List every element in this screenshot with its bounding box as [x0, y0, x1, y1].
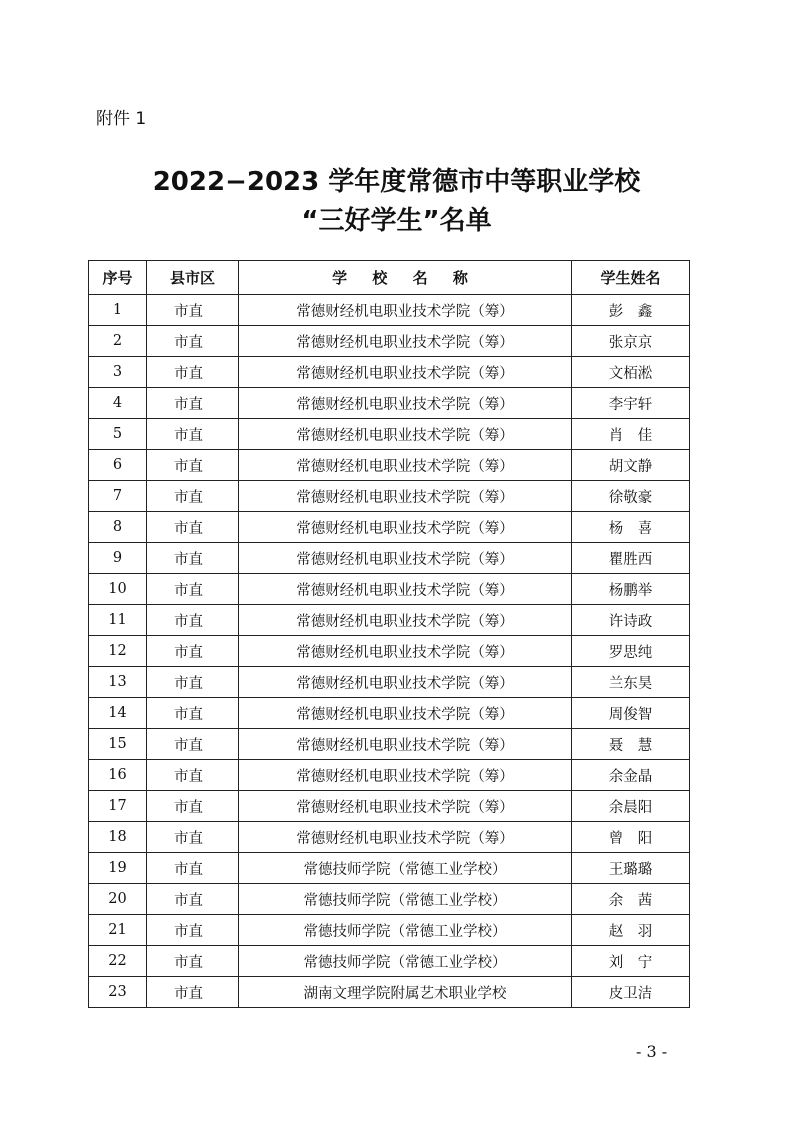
county-cell: 市直 — [147, 946, 239, 977]
serial-number-cell: 8 — [89, 512, 147, 543]
serial-number-cell: 20 — [89, 884, 147, 915]
table-row — [89, 450, 690, 481]
table-row — [89, 419, 690, 450]
county-cell: 市直 — [147, 388, 239, 419]
student-name-cell: 肖 佳 — [572, 419, 690, 450]
student-name-cell: 杨 喜 — [572, 512, 690, 543]
table-row — [89, 915, 690, 946]
school-name-cell: 常德财经机电职业技术学院（筹） — [239, 481, 572, 512]
table-row — [89, 822, 690, 853]
document-title-line2: “三好学生”名单 — [301, 206, 492, 236]
table-row — [89, 326, 690, 357]
table-row — [89, 574, 690, 605]
student-name-cell: 聂 慧 — [572, 729, 690, 760]
serial-number-cell: 15 — [89, 729, 147, 760]
student-name-cell: 王璐璐 — [572, 853, 690, 884]
school-name-cell: 常德财经机电职业技术学院（筹） — [239, 698, 572, 729]
serial-number-cell: 1 — [89, 295, 147, 326]
serial-number-cell: 2 — [89, 326, 147, 357]
table-row — [89, 636, 690, 667]
student-name-cell: 胡文静 — [572, 450, 690, 481]
county-cell: 市直 — [147, 698, 239, 729]
student-name-cell: 李宇轩 — [572, 388, 690, 419]
county-cell: 市直 — [147, 822, 239, 853]
serial-number-cell: 13 — [89, 667, 147, 698]
student-name-cell: 徐敬豪 — [572, 481, 690, 512]
county-cell: 市直 — [147, 605, 239, 636]
table-row — [89, 512, 690, 543]
county-cell: 市直 — [147, 884, 239, 915]
school-name-cell: 常德财经机电职业技术学院（筹） — [239, 605, 572, 636]
county-cell: 市直 — [147, 791, 239, 822]
school-name-cell: 常德财经机电职业技术学院（筹） — [239, 822, 572, 853]
county-cell: 市直 — [147, 326, 239, 357]
school-name-cell: 常德财经机电职业技术学院（筹） — [239, 574, 572, 605]
county-cell: 市直 — [147, 295, 239, 326]
header-school-name: 学 校 名 称 — [239, 261, 572, 295]
serial-number-cell: 21 — [89, 915, 147, 946]
student-name-cell: 张京京 — [572, 326, 690, 357]
table-row — [89, 481, 690, 512]
county-cell: 市直 — [147, 574, 239, 605]
school-name-cell: 常德财经机电职业技术学院（筹） — [239, 729, 572, 760]
student-name-cell: 余 茜 — [572, 884, 690, 915]
county-cell: 市直 — [147, 915, 239, 946]
county-cell: 市直 — [147, 760, 239, 791]
serial-number-cell: 6 — [89, 450, 147, 481]
student-name-cell: 曾 阳 — [572, 822, 690, 853]
table-row — [89, 605, 690, 636]
attachment-label: 附件 1 — [96, 109, 147, 129]
school-name-cell: 常德财经机电职业技术学院（筹） — [239, 357, 572, 388]
serial-number-cell: 11 — [89, 605, 147, 636]
student-name-cell: 杨鹏举 — [572, 574, 690, 605]
school-name-cell: 常德财经机电职业技术学院（筹） — [239, 760, 572, 791]
student-name-cell: 余晨阳 — [572, 791, 690, 822]
serial-number-cell: 3 — [89, 357, 147, 388]
serial-number-cell: 4 — [89, 388, 147, 419]
table-row — [89, 760, 690, 791]
school-name-cell: 常德财经机电职业技术学院（筹） — [239, 295, 572, 326]
county-cell: 市直 — [147, 543, 239, 574]
table-row — [89, 388, 690, 419]
student-name-cell: 刘 宁 — [572, 946, 690, 977]
student-list-table — [88, 260, 690, 1008]
table-row — [89, 853, 690, 884]
school-name-cell: 常德财经机电职业技术学院（筹） — [239, 326, 572, 357]
serial-number-cell: 19 — [89, 853, 147, 884]
school-name-cell: 常德财经机电职业技术学院（筹） — [239, 419, 572, 450]
table-row — [89, 357, 690, 388]
school-name-cell: 常德财经机电职业技术学院（筹） — [239, 388, 572, 419]
student-name-cell: 余金晶 — [572, 760, 690, 791]
serial-number-cell: 16 — [89, 760, 147, 791]
school-name-cell: 湖南文理学院附属艺术职业学校 — [239, 977, 572, 1008]
student-name-cell: 皮卫洁 — [572, 977, 690, 1008]
county-cell: 市直 — [147, 636, 239, 667]
county-cell: 市直 — [147, 977, 239, 1008]
serial-number-cell: 22 — [89, 946, 147, 977]
table-row — [89, 977, 690, 1008]
student-name-cell: 瞿胜西 — [572, 543, 690, 574]
school-name-cell: 常德财经机电职业技术学院（筹） — [239, 450, 572, 481]
table-header-row — [89, 261, 690, 295]
serial-number-cell: 17 — [89, 791, 147, 822]
student-name-cell: 彭 鑫 — [572, 295, 690, 326]
table-row — [89, 543, 690, 574]
school-name-cell: 常德财经机电职业技术学院（筹） — [239, 667, 572, 698]
serial-number-cell: 10 — [89, 574, 147, 605]
school-name-cell: 常德技师学院（常德工业学校） — [239, 853, 572, 884]
serial-number-cell: 23 — [89, 977, 147, 1008]
county-cell: 市直 — [147, 450, 239, 481]
school-name-cell: 常德技师学院（常德工业学校） — [239, 915, 572, 946]
county-cell: 市直 — [147, 512, 239, 543]
serial-number-cell: 9 — [89, 543, 147, 574]
serial-number-cell: 12 — [89, 636, 147, 667]
table-row — [89, 667, 690, 698]
header-serial-number: 序号 — [89, 261, 147, 295]
student-name-cell: 许诗政 — [572, 605, 690, 636]
student-name-cell: 赵 羽 — [572, 915, 690, 946]
table-row — [89, 946, 690, 977]
serial-number-cell: 18 — [89, 822, 147, 853]
document-title-line1: 2022−2023 学年度常德市中等职业学校 — [152, 167, 641, 197]
county-cell: 市直 — [147, 853, 239, 884]
school-name-cell: 常德技师学院（常德工业学校） — [239, 884, 572, 915]
student-name-cell: 文栢淞 — [572, 357, 690, 388]
school-name-cell: 常德财经机电职业技术学院（筹） — [239, 636, 572, 667]
serial-number-cell: 14 — [89, 698, 147, 729]
table-row — [89, 295, 690, 326]
table-row — [89, 791, 690, 822]
school-name-cell: 常德财经机电职业技术学院（筹） — [239, 543, 572, 574]
page-number: - 3 - — [636, 1042, 668, 1061]
serial-number-cell: 5 — [89, 419, 147, 450]
table-row — [89, 698, 690, 729]
student-name-cell: 罗思纯 — [572, 636, 690, 667]
serial-number-cell: 7 — [89, 481, 147, 512]
table-row — [89, 884, 690, 915]
school-name-cell: 常德财经机电职业技术学院（筹） — [239, 791, 572, 822]
county-cell: 市直 — [147, 481, 239, 512]
county-cell: 市直 — [147, 667, 239, 698]
header-county: 县市区 — [147, 261, 239, 295]
header-student-name: 学生姓名 — [572, 261, 690, 295]
table-row — [89, 729, 690, 760]
county-cell: 市直 — [147, 357, 239, 388]
county-cell: 市直 — [147, 419, 239, 450]
school-name-cell: 常德财经机电职业技术学院（筹） — [239, 512, 572, 543]
school-name-cell: 常德技师学院（常德工业学校） — [239, 946, 572, 977]
student-name-cell: 周俊智 — [572, 698, 690, 729]
county-cell: 市直 — [147, 729, 239, 760]
student-name-cell: 兰东昊 — [572, 667, 690, 698]
